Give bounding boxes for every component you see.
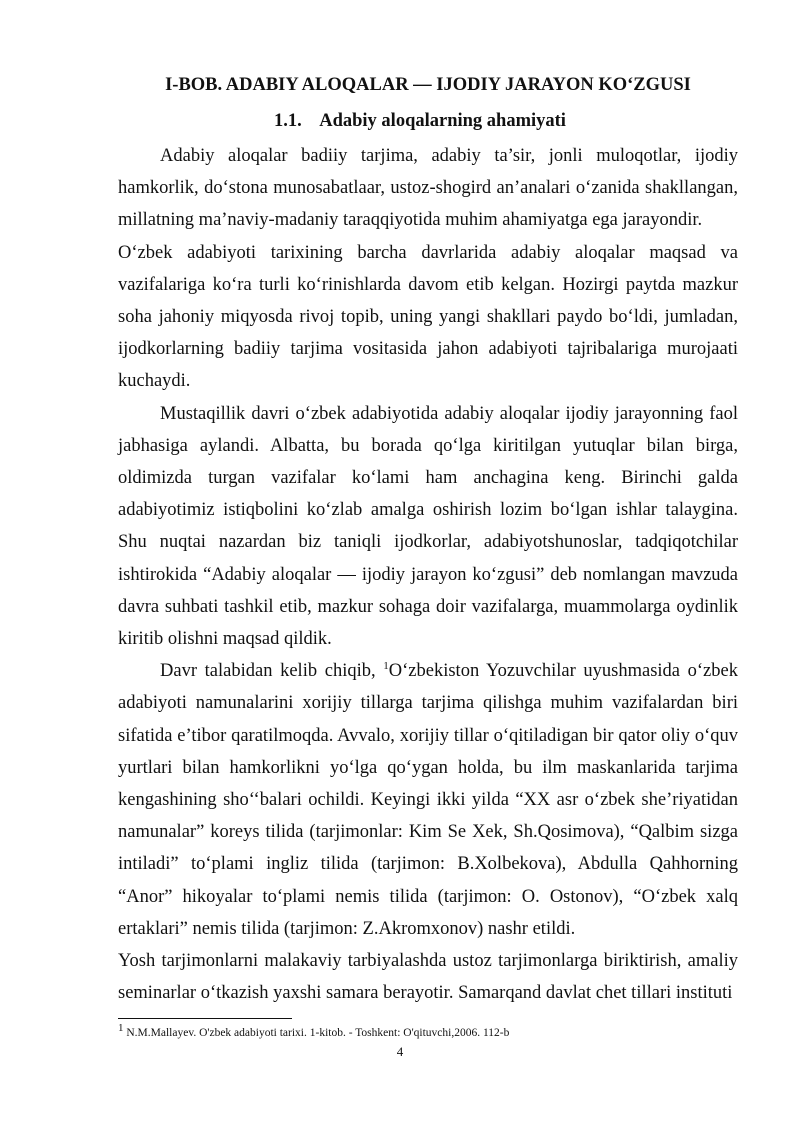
- footnote: [118, 1022, 510, 1040]
- chapter-title: I-BOB. ADABIY ALOQALAR — IJODIY JARAYON KO‘ZGUSI: [165, 75, 691, 95]
- paragraph-2: O‘zbek adabiyoti tarixining barcha davrlarida adabiy aloqalar maqsad va vazifalariga ko‘ra turli ko‘rinishlarda davom etib kelgan. Hozirgi paytda mazkur soha jahoniy miqyosda rivoj topib, uning yangi shakllari paydo bo‘ldi, jumladan, ijodkorlarning badiiy tarjima vositasida jahon adabiyoti tajribalariga murojaati kuchaydi.: [118, 242, 738, 392]
- paragraph-1: Adabiy aloqalar badiiy tarjima, adabiy ta’sir, jonli muloqotlar, ijodiy hamkorlik, do‘stona munosabatlaar, ustoz-shogird an’analari o‘zanida shakllangan, millatning ma’naviy-madaniy taraqqiyotida muhim ahamiyatga ega jarayondir.: [118, 146, 738, 231]
- paragraph-5: Yosh tarjimonlarni malakaviy tarbiyalashda ustoz tarjimonlarga biriktirish, amaliy seminarlar o‘tkazish yaxshi samara berayotir. Samarqand davlat chet tillari instituti: [118, 951, 738, 1004]
- paragraph-4-rest: O‘zbekiston Yozuvchilar uyushmasida o‘zbek adabiyoti namunalarini xorijiy tillarga tarjima qilishga muhim vazifalardan biri sifatida e’tibor qaratilmoqda. Avvalo, xorijiy tillar o‘qitiladigan bir qator oliy o‘quv yurtlari bilan hamkorlikni yo‘lga qo‘ygan holda, bu ilm maskanlarida tarjima kengashining sho‘‘balari ochildi. Keyingi ikki yilda “XX asr o‘zbek she’riyatidan namunalar” koreys tilida (tarjimonlar: Kim Se Xek, Sh.Qosimova), “Qalbim sizga intiladi” to‘plami ingliz tilida (tarjimon: B.Xolbekova), Abdulla Qahhorning “Anor” hikoyalar to‘plami nemis tilida (tarjimon: O. Ostonov), “O‘zbek xalq ertaklari” nemis tilida (tarjimon: Z.Akromxonov) nashr etildi.: [118, 661, 738, 939]
- body-text: [118, 140, 738, 1009]
- section-number: 1.1.: [274, 111, 302, 131]
- paragraph-3: Mustaqillik davri o‘zbek adabiyotida adabiy aloqalar ijodiy jarayonning faol jabhasiga aylandi. Albatta, bu borada qo‘lga kiritilgan yutuqlar bilan birga, oldimizda turgan vazifalar ko‘lami ham anchagina keng. Birinchi galda adabiyotimiz istiqbolini ko‘zlab amalga oshirish lozim bo‘lgan ishlar talaygina. Shu nuqtai nazardan biz taniqli ijodkorlar, adabiyotshunoslar, tadqiqotchilar ishtirokida “Adabiy aloqalar — ijodiy jarayon ko‘zgusi” deb nomlangan mavzuda davra suhbati tashkil etib, mazkur sohaga doir vazifalarga, muammolarga oydinlik kiritib olishni maqsad qildik.: [118, 403, 738, 650]
- page-number: 4: [396, 1044, 404, 1059]
- footnote-reference[interactable]: 1: [383, 660, 389, 673]
- footnote-mark: 1: [118, 1022, 124, 1035]
- section-heading: [274, 108, 566, 134]
- paragraph-4: [118, 655, 738, 945]
- footnote-text: N.M.Mallayev. O'zbek adabiyoti tarixi. 1-kitob. - Toshkent: O'qituvchi,2006. 112-b: [123, 1027, 510, 1039]
- section-title: Adabiy aloqalarning ahamiyati: [319, 111, 566, 131]
- footnote-divider: [118, 1018, 292, 1019]
- paragraph-4-lead: Davr talabidan kelib chiqib,: [160, 661, 384, 682]
